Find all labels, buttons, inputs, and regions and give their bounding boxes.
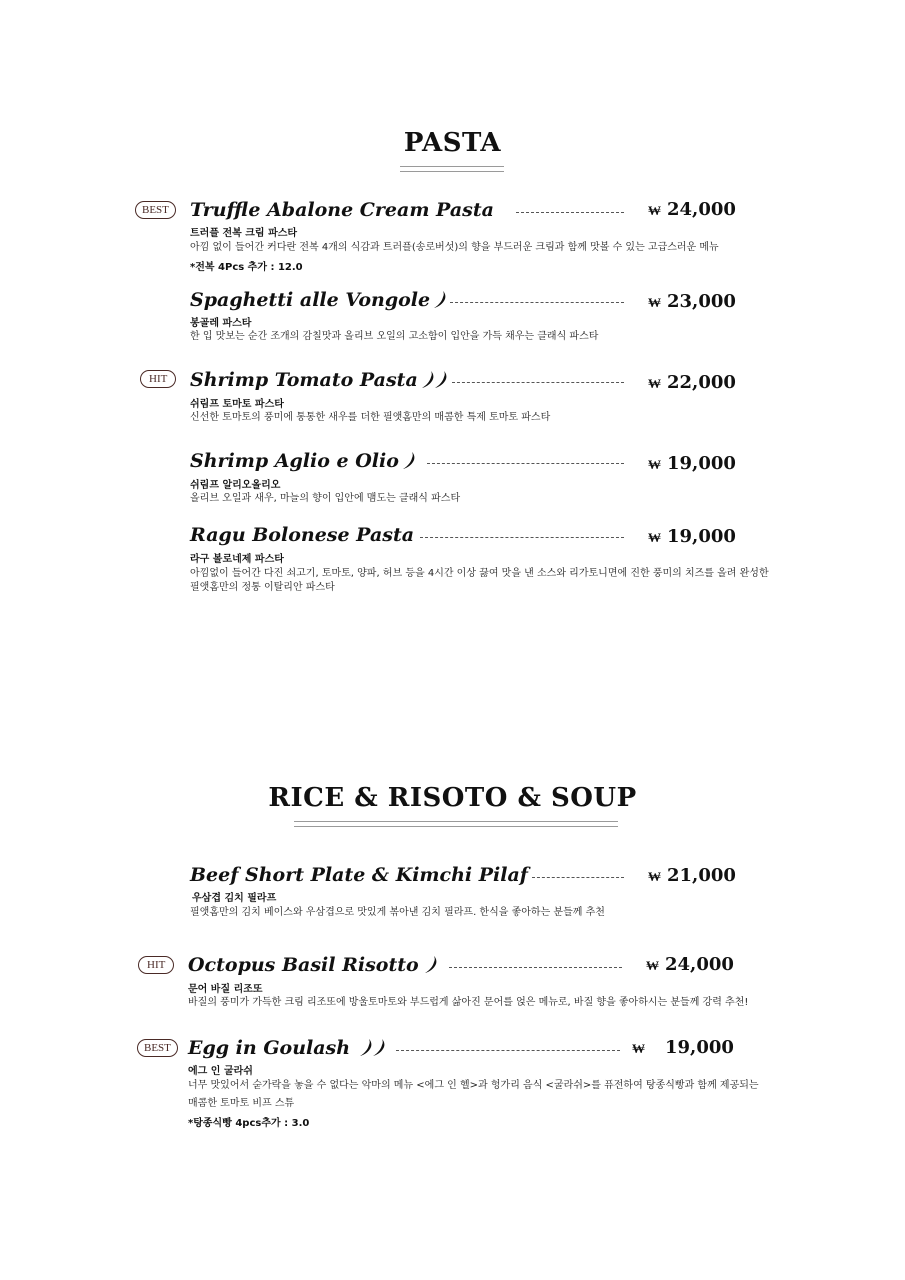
item-korean-name: 문어 바질 리조또 (188, 984, 263, 995)
item-price (632, 1037, 734, 1058)
currency-symbol: ₩ (648, 458, 661, 473)
chili-icon (432, 290, 448, 310)
chili-icon (358, 1038, 386, 1058)
leader-dots (516, 212, 624, 213)
currency-symbol: ₩ (648, 870, 661, 885)
pasta-title-rule (400, 166, 504, 172)
item-name-row (188, 1035, 628, 1061)
price-value: 22,000 (667, 372, 736, 393)
item-name-row (190, 522, 632, 548)
price-value: 19,000 (667, 453, 736, 474)
item-name-row (190, 287, 632, 313)
item-description: 너무 맛있어서 숟가락을 놓을 수 없다는 악마의 메뉴 <에그 인 헬>과 헝가리 음식 <굴라쉬>를 퓨전하여 탕종식빵과 함께 제공되는 (188, 1080, 759, 1091)
currency-symbol: ₩ (648, 296, 661, 311)
chili-icon (423, 955, 439, 975)
best-badge: BEST (135, 201, 176, 219)
item-name-row (190, 862, 632, 888)
chili-icon (420, 370, 448, 390)
item-description-line2: 필앳홈만의 정통 이탈리안 파스타 (190, 582, 335, 593)
item-name-row (188, 952, 630, 978)
item-name: Ragu Bolonese Pasta (190, 524, 415, 546)
item-note: *전복 4Pcs 추가 : 12.0 (190, 262, 303, 273)
leader-dots (452, 382, 624, 383)
price-value: 19,000 (667, 526, 736, 547)
item-name-row (190, 448, 632, 474)
item-name: Shrimp Tomato Pasta (190, 369, 418, 391)
item-name: Spaghetti alle Vongole (190, 289, 431, 311)
item-korean-name: 트러플 전복 크림 파스타 (190, 228, 298, 239)
item-korean-name: 쉬림프 알리오올리오 (190, 480, 281, 491)
chili-icon (401, 451, 417, 471)
item-price (648, 291, 736, 312)
price-value: 24,000 (667, 199, 736, 220)
item-price (646, 954, 734, 975)
item-price (648, 526, 736, 547)
item-price (648, 453, 736, 474)
rice-section-title: RICE & RISOTO & SOUP (268, 783, 637, 813)
item-name: Truffle Abalone Cream Pasta (190, 199, 494, 221)
currency-symbol: ₩ (648, 531, 661, 546)
leader-dots (450, 302, 624, 303)
item-korean-name: 라구 볼로네제 파스타 (190, 554, 284, 565)
item-description: 한 입 맛보는 순간 조개의 감칠맛과 올리브 오일의 고소함이 입안을 가득 채우는 클래식 파스타 (190, 331, 599, 342)
leader-dots (427, 463, 624, 464)
price-value: 21,000 (667, 865, 736, 886)
leader-dots (420, 537, 624, 538)
rice-title-rule (294, 821, 618, 827)
item-name: Octopus Basil Risotto (188, 954, 419, 976)
hit-badge: HIT (138, 956, 174, 974)
item-price (648, 372, 736, 393)
currency-symbol: ₩ (648, 377, 661, 392)
price-value: 24,000 (665, 954, 734, 975)
item-price (648, 865, 736, 886)
item-description: 아낌 없이 들어간 커다란 전복 4개의 식감과 트러플(송로버섯)의 향을 부드러운 크림과 함께 맛볼 수 있는 고급스러운 메뉴 (190, 242, 719, 253)
item-description: 올리브 오일과 새우, 마늘의 향이 입안에 맴도는 클래식 파스타 (190, 493, 461, 504)
item-korean-name: 에그 인 굴라쉬 (188, 1066, 253, 1077)
item-note: *탕종식빵 4pcs추가 : 3.0 (188, 1118, 310, 1129)
price-value: 19,000 (665, 1037, 734, 1058)
currency-symbol: ₩ (632, 1042, 645, 1057)
leader-dots (449, 967, 622, 968)
item-description: 아낌없이 들어간 다진 쇠고기, 토마토, 양파, 허브 등을 4시간 이상 끓여 맛을 낸 소스와 리가토니면에 진한 풍미의 치즈를 올려 완성한 (190, 568, 769, 579)
hit-badge: HIT (140, 370, 176, 388)
item-description-line2: 매콤한 토마토 비프 스튜 (188, 1098, 295, 1109)
currency-symbol: ₩ (648, 204, 661, 219)
item-korean-name: 우삼겹 김치 필라프 (192, 893, 277, 904)
item-name-row (190, 197, 632, 223)
leader-dots (532, 877, 624, 878)
item-price (648, 199, 736, 220)
pasta-section-title: PASTA (403, 128, 502, 158)
item-name: Egg in Goulash (188, 1037, 351, 1059)
price-value: 23,000 (667, 291, 736, 312)
item-description: 바질의 풍미가 가득한 크림 리조또에 방울토마토와 부드럽게 삶아진 문어를 얹은 메뉴로, 바질 향을 좋아하시는 분들께 강력 추천! (188, 997, 749, 1008)
item-korean-name: 봉골레 파스타 (190, 318, 252, 329)
currency-symbol: ₩ (646, 959, 659, 974)
item-description: 필앳홈만의 김치 베이스와 우삼겹으로 맛있게 볶아낸 김치 필라프. 한식을 좋아하는 분들께 추천 (190, 907, 605, 918)
item-name-row (190, 367, 632, 393)
item-name: Shrimp Aglio e Olio (190, 450, 399, 472)
item-description: 신선한 토마토의 풍미에 통통한 새우를 더한 필앳홈만의 매콤한 특제 토마토 파스타 (190, 412, 551, 423)
leader-dots (396, 1050, 620, 1051)
item-korean-name: 쉬림프 토마토 파스타 (190, 399, 284, 410)
best-badge: BEST (137, 1039, 178, 1057)
item-name: Beef Short Plate & Kimchi Pilaf (190, 864, 528, 886)
